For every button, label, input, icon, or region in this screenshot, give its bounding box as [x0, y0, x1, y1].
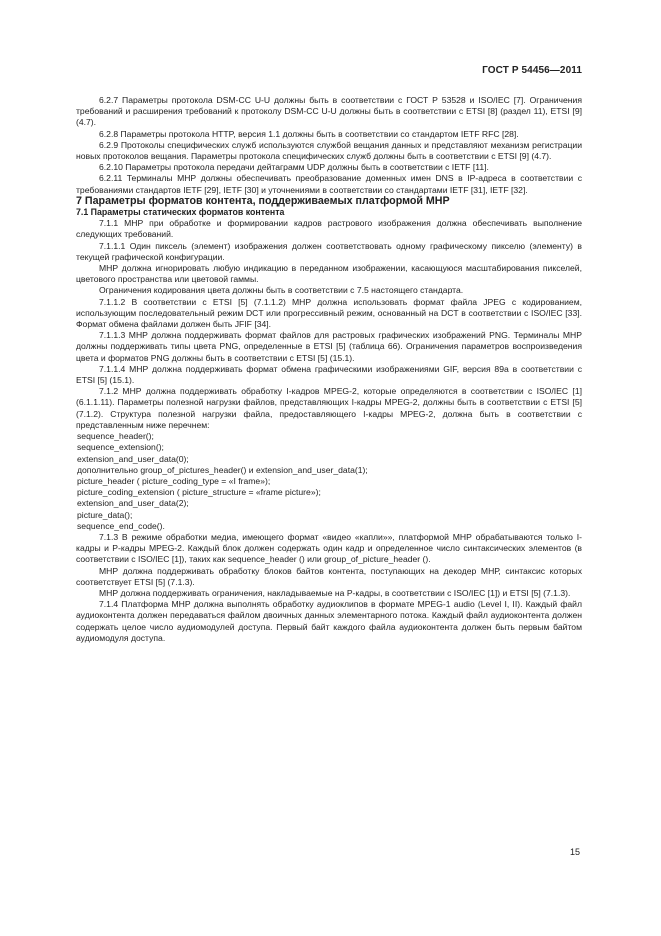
paragraph: 7.1.1.2 В соответствии с ETSI [5] (7.1.1.2) МНР должна использовать формат файла JPEG с кодированием, использующим последовательный режим DCT или прогрессивный режим, основанный на DCT в соответствии с ISO/IEC [33]. Формат обмена файлами должен быть JFIF [34]. — [76, 296, 582, 330]
paragraph: 7.1.4 Платформа МНР должна выполнять обработку аудиоклипов в формате MPEG-1 audio (Level I, II). Каждый файл аудиоконтента должен передаваться файлом двоичных данных элементарного потока. Каждый файл аудиоконтента должен содержать целое число аудиомодулей доступа. Первый байт каждого файла аудиоконтента должен быть первым байтом аудиомодуля доступа. — [76, 599, 582, 643]
paragraph: 6.2.8 Параметры протокола HTTP, версия 1.1 должны быть в соответствии со стандартом IETF RFC [28]. — [99, 128, 519, 139]
paragraph: 6.2.10 Параметры протокола передачи дейтаграмм UDP должны быть в соответствии с IETF [11]. — [99, 162, 489, 173]
code-line: picture_header ( picture_coding_type = «I frame»); — [77, 475, 271, 486]
code-line: extension_and_user_data(0); — [77, 453, 189, 464]
code-line: picture_data(); — [77, 509, 133, 520]
code-line: extension_and_user_data(2); — [77, 498, 189, 509]
section-title: 7 Параметры форматов контента, поддерживаемых платформой МНР — [76, 194, 450, 207]
paragraph: МНР должна поддерживать ограничения, накладываемые на P-кадры, в соответствии с ISO/IEC [1]) и ETSI [5] (7.1.3). — [99, 587, 571, 598]
code-line: дополнительно group_of_pictures_header() и extension_and_user_data(1); — [77, 464, 368, 475]
paragraph: 7.1.1.3 МНР должна поддерживать формат файлов для растровых графических изображений PNG. Терминалы МНР должны поддерживать типы цвета PNG, определенные в ETSI [5] (таблица 66). Ограничения параметров воспроизведения цвета и форматов PNG должны быть в соответствии с ETSI [5] (15.1). — [76, 330, 582, 363]
paragraph: Ограничения кодирования цвета должны быть в соответствии с 7.5 настоящего стандарта. — [99, 285, 464, 296]
code-line: picture_coding_extension ( picture_structure = «frame picture»); — [77, 487, 321, 498]
code-line: sequence_end_code(). — [77, 520, 165, 531]
paragraph: 7.1.1.1 Один пиксель (элемент) изображения должен соответствовать одному графическому пикселю (элементу) в текущей графической конфигурации. — [76, 240, 582, 262]
code-line: sequence_header(); — [77, 431, 154, 442]
paragraph: 7.1.2 МНР должна поддерживать обработку I-кадров MPEG-2, которые определяются в соответствии с ISO/IEC [1] (6.1.1.11). Параметры полезной нагрузки файлов, представляющих I-кадры MPEG-2, должны быть в соответствии с ETSI [5] (7.1.2). Структура полезной нагрузки файла, предоставляющего I-кадры MPEG-2, должна быть в соответствии с представленным ниже перечнем: — [76, 386, 582, 430]
paragraph: 7.1.1 МНР при обработке и формировании кадров растрового изображения должна обеспечивать выполнение следующих требований. — [76, 218, 582, 240]
document-body — [76, 95, 582, 644]
paragraph: 6.2.9 Протоколы специфических служб используются службой вещания данных и представляют механизм регистрации новых протоколов вещания. Параметры протокола специфических служб должны быть в соответствии с ETSI [9] (4.7). — [76, 139, 582, 162]
paragraph: МНР должна поддерживать обработку блоков байтов контента, поступающих на декодер МНР, синтаксис которых соответствует ETSI [5] (7.1.3). — [76, 565, 582, 587]
paragraph: 7.1.3 В режиме обработки медиа, имеющего формат «видео «капли»», платформой МНР обрабатываются только I-кадры и P-кадры MPEG-2. Каждый блок должен содержать один кадр и определенное число синтаксических элементов (в соответствии с ISO/IEC [1]), таких как sequence_header () или group_of_picture_header (). — [76, 531, 582, 565]
paragraph: 6.2.7 Параметры протокола DSM-CC U-U должны быть в соответствии с ГОСТ Р 53528 и ISO/IEC [7]. Ограничения требований и расширения требований к протоколу DSM-CC U-U должны быть в соответствии с ETSI [8] (раздел 11), ETSI [9] (4.7). — [76, 95, 582, 128]
paragraph: 7.1.1.4 МНР должна поддерживать формат обмена графическими изображениями GIF, версия 89a в соответствии с ETSI [5] (15.1). — [76, 363, 582, 386]
page-number: 15 — [569, 847, 580, 857]
subsection-title: 7.1 Параметры статических форматов контента — [76, 207, 285, 218]
code-line: sequence_extension(); — [77, 442, 164, 453]
paragraph: 6.2.11 Терминалы МНР должны обеспечивать преобразование доменных имен DNS в IP-адреса в соответствии с требованиями стандартов IETF [29], IETF [30] и уточнениями в соответствии со стандартами IETF [31], IETF [32]. — [76, 173, 582, 195]
paragraph: МНР должна игнорировать любую индикацию в переданном изображении, касающуюся масштабирования пикселей, цветового пространства или цветовой гаммы. — [76, 263, 582, 285]
document-header: ГОСТ Р 54456—2011 — [482, 65, 582, 76]
